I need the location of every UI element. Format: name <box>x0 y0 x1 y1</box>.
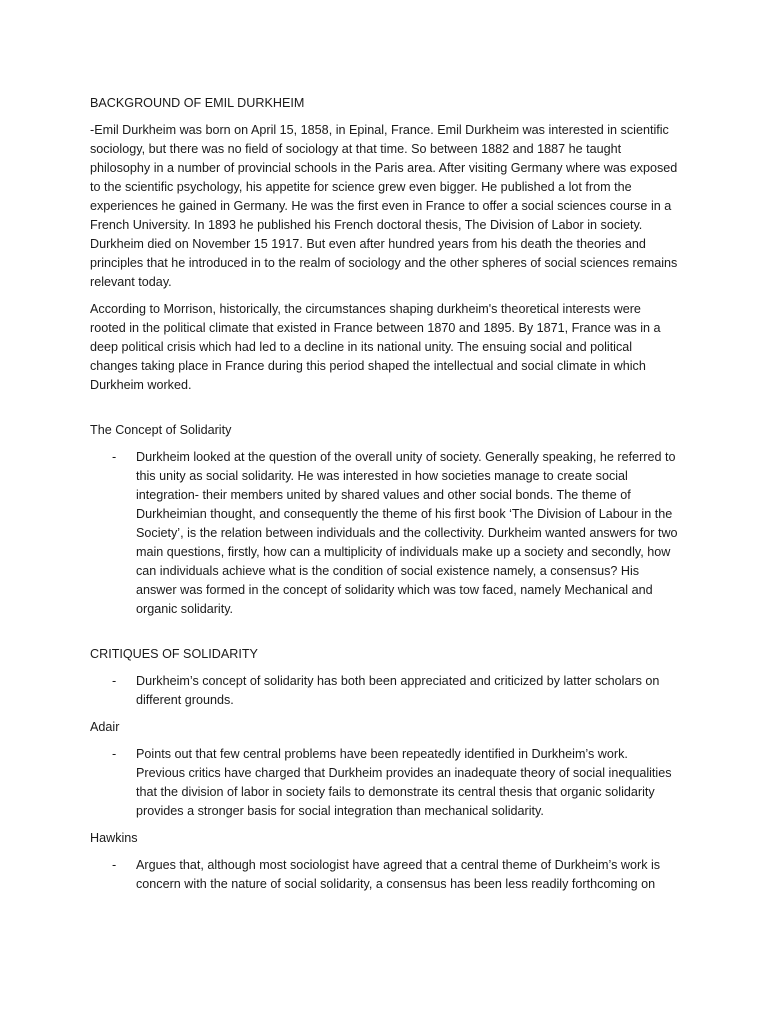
section-heading-solidarity: The Concept of Solidarity <box>90 423 232 437</box>
list-item-text: Durkheim’s concept of solidarity has both been appreciated and criticized by latter scholars on different grounds. <box>136 674 660 707</box>
list-item <box>90 856 680 894</box>
paragraph-morrison: According to Morrison, historically, the circumstances shaping durkheim's theoretical interests were rooted in the political climate that existed in France between 1870 and 1895. By 1871, France was in a deep political crisis which had led to a decline in its national unity. The ensuing social and political changes taking place in France during this period shaped the intellectual and social climate in which Durkheim worked. <box>90 302 661 392</box>
blank-line <box>90 627 680 645</box>
blank-line <box>90 403 680 421</box>
list-item-text: Points out that few central problems have been repeatedly identified in Durkheim’s work. Previous critics have charged that Durkheim provides an inadequate theory of social inequalities that the division of labor in society fails to demonstrate its central thesis that organic solidarity provides a stronger basis for social integration than mechanical solidarity. <box>136 747 672 818</box>
subheading-hawkins: Hawkins <box>90 831 138 845</box>
bullet-dash: - <box>112 858 117 872</box>
list-item <box>90 448 680 619</box>
bullet-dash: - <box>112 674 117 688</box>
bullet-dash: - <box>112 450 117 464</box>
document-body <box>90 94 680 902</box>
list-item-text: Durkheim looked at the question of the overall unity of society. Generally speaking, he referred to this unity as social solidarity. He was interested in how societies manage to create social integration- their members united by shared values and other social bonds. The theme of Durkheimian thought, and consequently the theme of his first book ‘The Division of Labour in the Society’, is the relation between individuals and the collectivity. Durkheim wanted answers for two main questions, firstly, how can a multiplicity of individuals make up a society and secondly, how can individuals achieve what is the condition of social existence namely, a consensus? His answer was formed in the concept of solidarity which was tow faced, namely Mechanical and organic solidarity. <box>136 450 678 616</box>
section-heading-critiques: CRITIQUES OF SOLIDARITY <box>90 647 258 661</box>
list-item <box>90 745 680 821</box>
paragraph-background: -Emil Durkheim was born on April 15, 1858, in Epinal, France. Emil Durkheim was interested in scientific sociology, but there was no field of sociology at that time. So between 1882 and 1887 he taught philosophy in a number of provincial schools in the Paris area. After visiting Germany where was exposed to the scientific psychology, his appetite for science grew even bigger. He published a lot from the experiences he gained in Germany. He was the first even in France to offer a social sciences course in a French University. In 1893 he published his French doctoral thesis, The Division of Labor in society. Durkheim died on November 15 1917. But even after hundred years from his death the theories and principles that he introduced in to the realm of sociology and the other spheres of social sciences remains relevant today. <box>90 123 678 289</box>
bullet-dash: - <box>112 747 117 761</box>
list-item <box>90 672 680 710</box>
list-item-text: Argues that, although most sociologist have agreed that a central theme of Durkheim’s work is concern with the nature of social solidarity, a consensus has been less readily forthcoming on <box>136 858 661 891</box>
subheading-adair: Adair <box>90 720 120 734</box>
document-title: BACKGROUND OF EMIL DURKHEIM <box>90 96 305 110</box>
